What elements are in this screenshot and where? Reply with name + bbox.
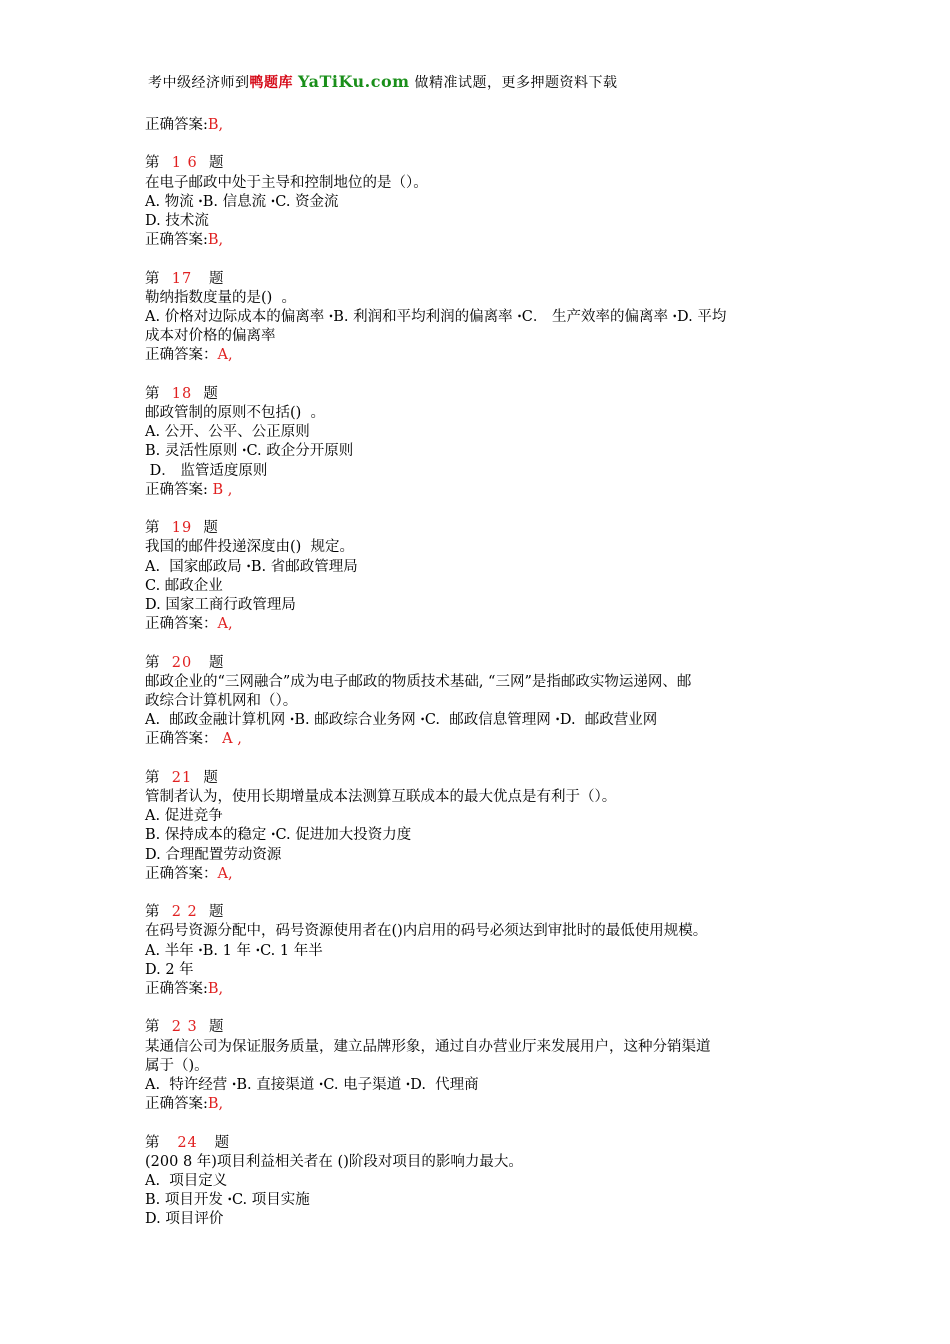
question-option-line: D. 技术流 <box>145 213 209 229</box>
question-stem: 在电子邮政中处于主导和控制地位的是（）。 <box>145 174 428 191</box>
question-number-post: 题 <box>192 520 219 537</box>
answer-label: 正确答案: <box>145 117 208 133</box>
answer-label: 正确答案： <box>145 731 223 748</box>
question-option-line: A. 项目定义 <box>145 1173 228 1190</box>
question-number-post: 题 <box>197 1134 231 1151</box>
question-option-line: A. 特许经营 ꞏB. 直接渠道 ꞏC. 电子渠道 ꞏD. 代理商 <box>145 1077 479 1094</box>
answer-label: 正确答案: <box>145 481 213 498</box>
question-block <box>145 270 815 366</box>
answer-value: B, <box>207 981 224 998</box>
question-number-post: 题 <box>197 904 225 921</box>
question-number-post: 题 <box>197 155 225 172</box>
question-stem: (200 8 年)项目利益相关者在 ()阶段对项目的影响力最大。 <box>145 1153 523 1170</box>
answer-value: B, <box>207 232 224 249</box>
question-gap <box>145 366 815 385</box>
question-number-pre: 第 <box>145 1019 172 1036</box>
question-stem: 邮政企业的“三网融合”成为电子邮政的物质技术基础, “三网”是指邮政实物运递网、邮 <box>145 673 692 690</box>
question-option-line: D. 国家工商行政管理局 <box>145 597 296 614</box>
top-answer <box>145 116 815 135</box>
question-stem: 勒纳指数度量的是() 。 <box>145 289 297 306</box>
question-number-pre: 第 <box>145 1134 178 1151</box>
question-option-line: 政综合计算机网和（）。 <box>145 693 298 710</box>
question-number-num: 2 3 <box>171 1019 198 1036</box>
question-number <box>145 519 815 538</box>
question-block <box>145 154 815 250</box>
answer-label: 正确答案： <box>145 865 218 882</box>
question-number-pre: 第 <box>145 769 172 786</box>
question-stem: 邮政管制的原则不包括() 。 <box>145 405 326 421</box>
correct-answer <box>145 231 815 250</box>
question-gap <box>145 750 815 769</box>
question-option-line: D. 2 年 <box>145 961 194 978</box>
question-block <box>145 385 815 500</box>
answer-value: B , <box>212 481 233 498</box>
correct-answer <box>145 1095 815 1114</box>
question-block <box>145 1018 815 1114</box>
question-option-line: A. 半年 ꞏB. 1 年 ꞏC. 1 年半 <box>145 942 323 959</box>
question-number-pre: 第 <box>145 654 172 671</box>
question-number-num: 17 <box>171 270 193 287</box>
question-block <box>145 769 815 884</box>
question-number-pre: 第 <box>145 520 172 537</box>
question-number <box>145 1134 815 1153</box>
question-number-num: 19 <box>171 520 193 537</box>
correct-answer <box>145 481 815 500</box>
question-number-post: 题 <box>192 769 219 786</box>
question-option-line: A. 国家邮政局 ꞏB. 省邮政管理局 <box>145 558 358 575</box>
answer-label: 正确答案： <box>145 347 218 364</box>
question-number-pre: 第 <box>145 155 172 172</box>
answer-value: A, <box>217 616 233 633</box>
question-number-post: 题 <box>192 270 225 287</box>
question-number <box>145 654 815 673</box>
question-number <box>145 385 815 404</box>
header-suffix: 做精准试题，更多押题资料下载 <box>414 75 618 91</box>
correct-answer <box>145 346 815 365</box>
question-number-post: 题 <box>192 654 225 671</box>
question-number-pre: 第 <box>145 270 172 287</box>
question-stem: 我国的邮件投递深度由() 规定。 <box>145 539 355 556</box>
question-list <box>145 116 815 1230</box>
question-number-num: 21 <box>171 769 193 786</box>
answer-label: 正确答案: <box>145 981 208 998</box>
question-number <box>145 769 815 788</box>
question-option-line: B. 保持成本的稳定 ꞏC. 促进加大投资力度 <box>145 827 412 844</box>
question-option-line: 属于（)。 <box>145 1057 209 1074</box>
question-block <box>145 1134 815 1230</box>
question-gap <box>145 1114 815 1133</box>
question-option-line: A. 邮政金融计算机网 ꞏB. 邮政综合业务网 ꞏC. 邮政信息管理网 ꞏD. 邮政营业网 <box>145 712 658 729</box>
question-option-line: A. 促进竞争 <box>145 808 223 825</box>
answer-value: B, <box>207 1096 224 1113</box>
question-number <box>145 903 815 922</box>
question-number-pre: 第 <box>145 904 172 921</box>
question-option-line: B. 灵活性原则 ꞏC. 政企分开原则 <box>145 443 354 460</box>
question-gap <box>145 634 815 653</box>
question-number-post: 题 <box>192 385 219 402</box>
correct-answer <box>145 615 815 634</box>
question-stem: 管制者认为，使用长期增量成本法测算互联成本的最大优点是有利于（）。 <box>145 789 617 806</box>
answer-label: 正确答案: <box>145 232 208 249</box>
question-number-num: 18 <box>171 385 193 402</box>
question-option-line: B. 项目开发 ꞏC. 项目实施 <box>145 1192 310 1209</box>
answer-value: B, <box>207 117 224 133</box>
question-gap <box>145 884 815 903</box>
question-gap <box>145 250 815 269</box>
correct-answer <box>145 730 815 749</box>
question-block <box>145 903 815 999</box>
question-number-post: 题 <box>197 1019 225 1036</box>
answer-value: A , <box>222 731 242 748</box>
question-stem: 某通信公司为保证服务质量，建立品牌形象，通过自办营业厅来发展用户，这种分销渠道 <box>145 1038 711 1055</box>
question-option-line: C. 邮政企业 <box>145 577 223 594</box>
answer-value: A, <box>217 347 233 364</box>
question-gap <box>145 999 815 1018</box>
question-number-num: 1 6 <box>171 155 198 172</box>
answer-label: 正确答案: <box>145 1096 208 1113</box>
question-gap <box>145 500 815 519</box>
answer-label: 正确答案： <box>145 616 218 633</box>
answer-value: A, <box>217 865 233 882</box>
question-block <box>145 519 815 634</box>
question-gap <box>145 135 815 154</box>
question-stem: 在码号资源分配中，码号资源使用者在()内启用的码号必须达到审批时的最低使用规模。 <box>145 923 708 940</box>
question-option-line: D. 合理配置劳动资源 <box>145 846 282 863</box>
question-number <box>145 1018 815 1037</box>
header-brand-cn[interactable]: 鸭题库 <box>249 75 293 91</box>
question-option-line: 成本对价格的偏离率 <box>145 328 276 345</box>
question-option-line: D. 项目评价 <box>145 1211 224 1228</box>
question-number-pre: 第 <box>145 385 172 402</box>
question-option-line: D． 监管适度原则 <box>145 462 268 479</box>
header-brand-en[interactable]: YaTiKu.com <box>297 72 410 91</box>
question-number-num: 24 <box>177 1134 198 1151</box>
question-number-num: 2 2 <box>171 904 198 921</box>
question-block <box>145 654 815 750</box>
question-option-line: A. 价格对边际成本的偏离率 ꞏB. 利润和平均利润的偏离率 ꞏC． 生产效率的偏离率 ꞏD. 平均 <box>145 309 727 325</box>
page-header <box>148 72 618 92</box>
question-number-num: 20 <box>171 654 193 671</box>
question-number <box>145 270 815 289</box>
question-number <box>145 154 815 173</box>
question-option-line: A. 物流 ꞏB. 信息流 ꞏC. 资金流 <box>145 193 339 210</box>
correct-answer <box>145 865 815 884</box>
correct-answer <box>145 980 815 999</box>
header-prefix: 考中级经济师到 <box>148 75 250 91</box>
question-option-line: A. 公开、公平、公正原则 <box>145 424 310 441</box>
